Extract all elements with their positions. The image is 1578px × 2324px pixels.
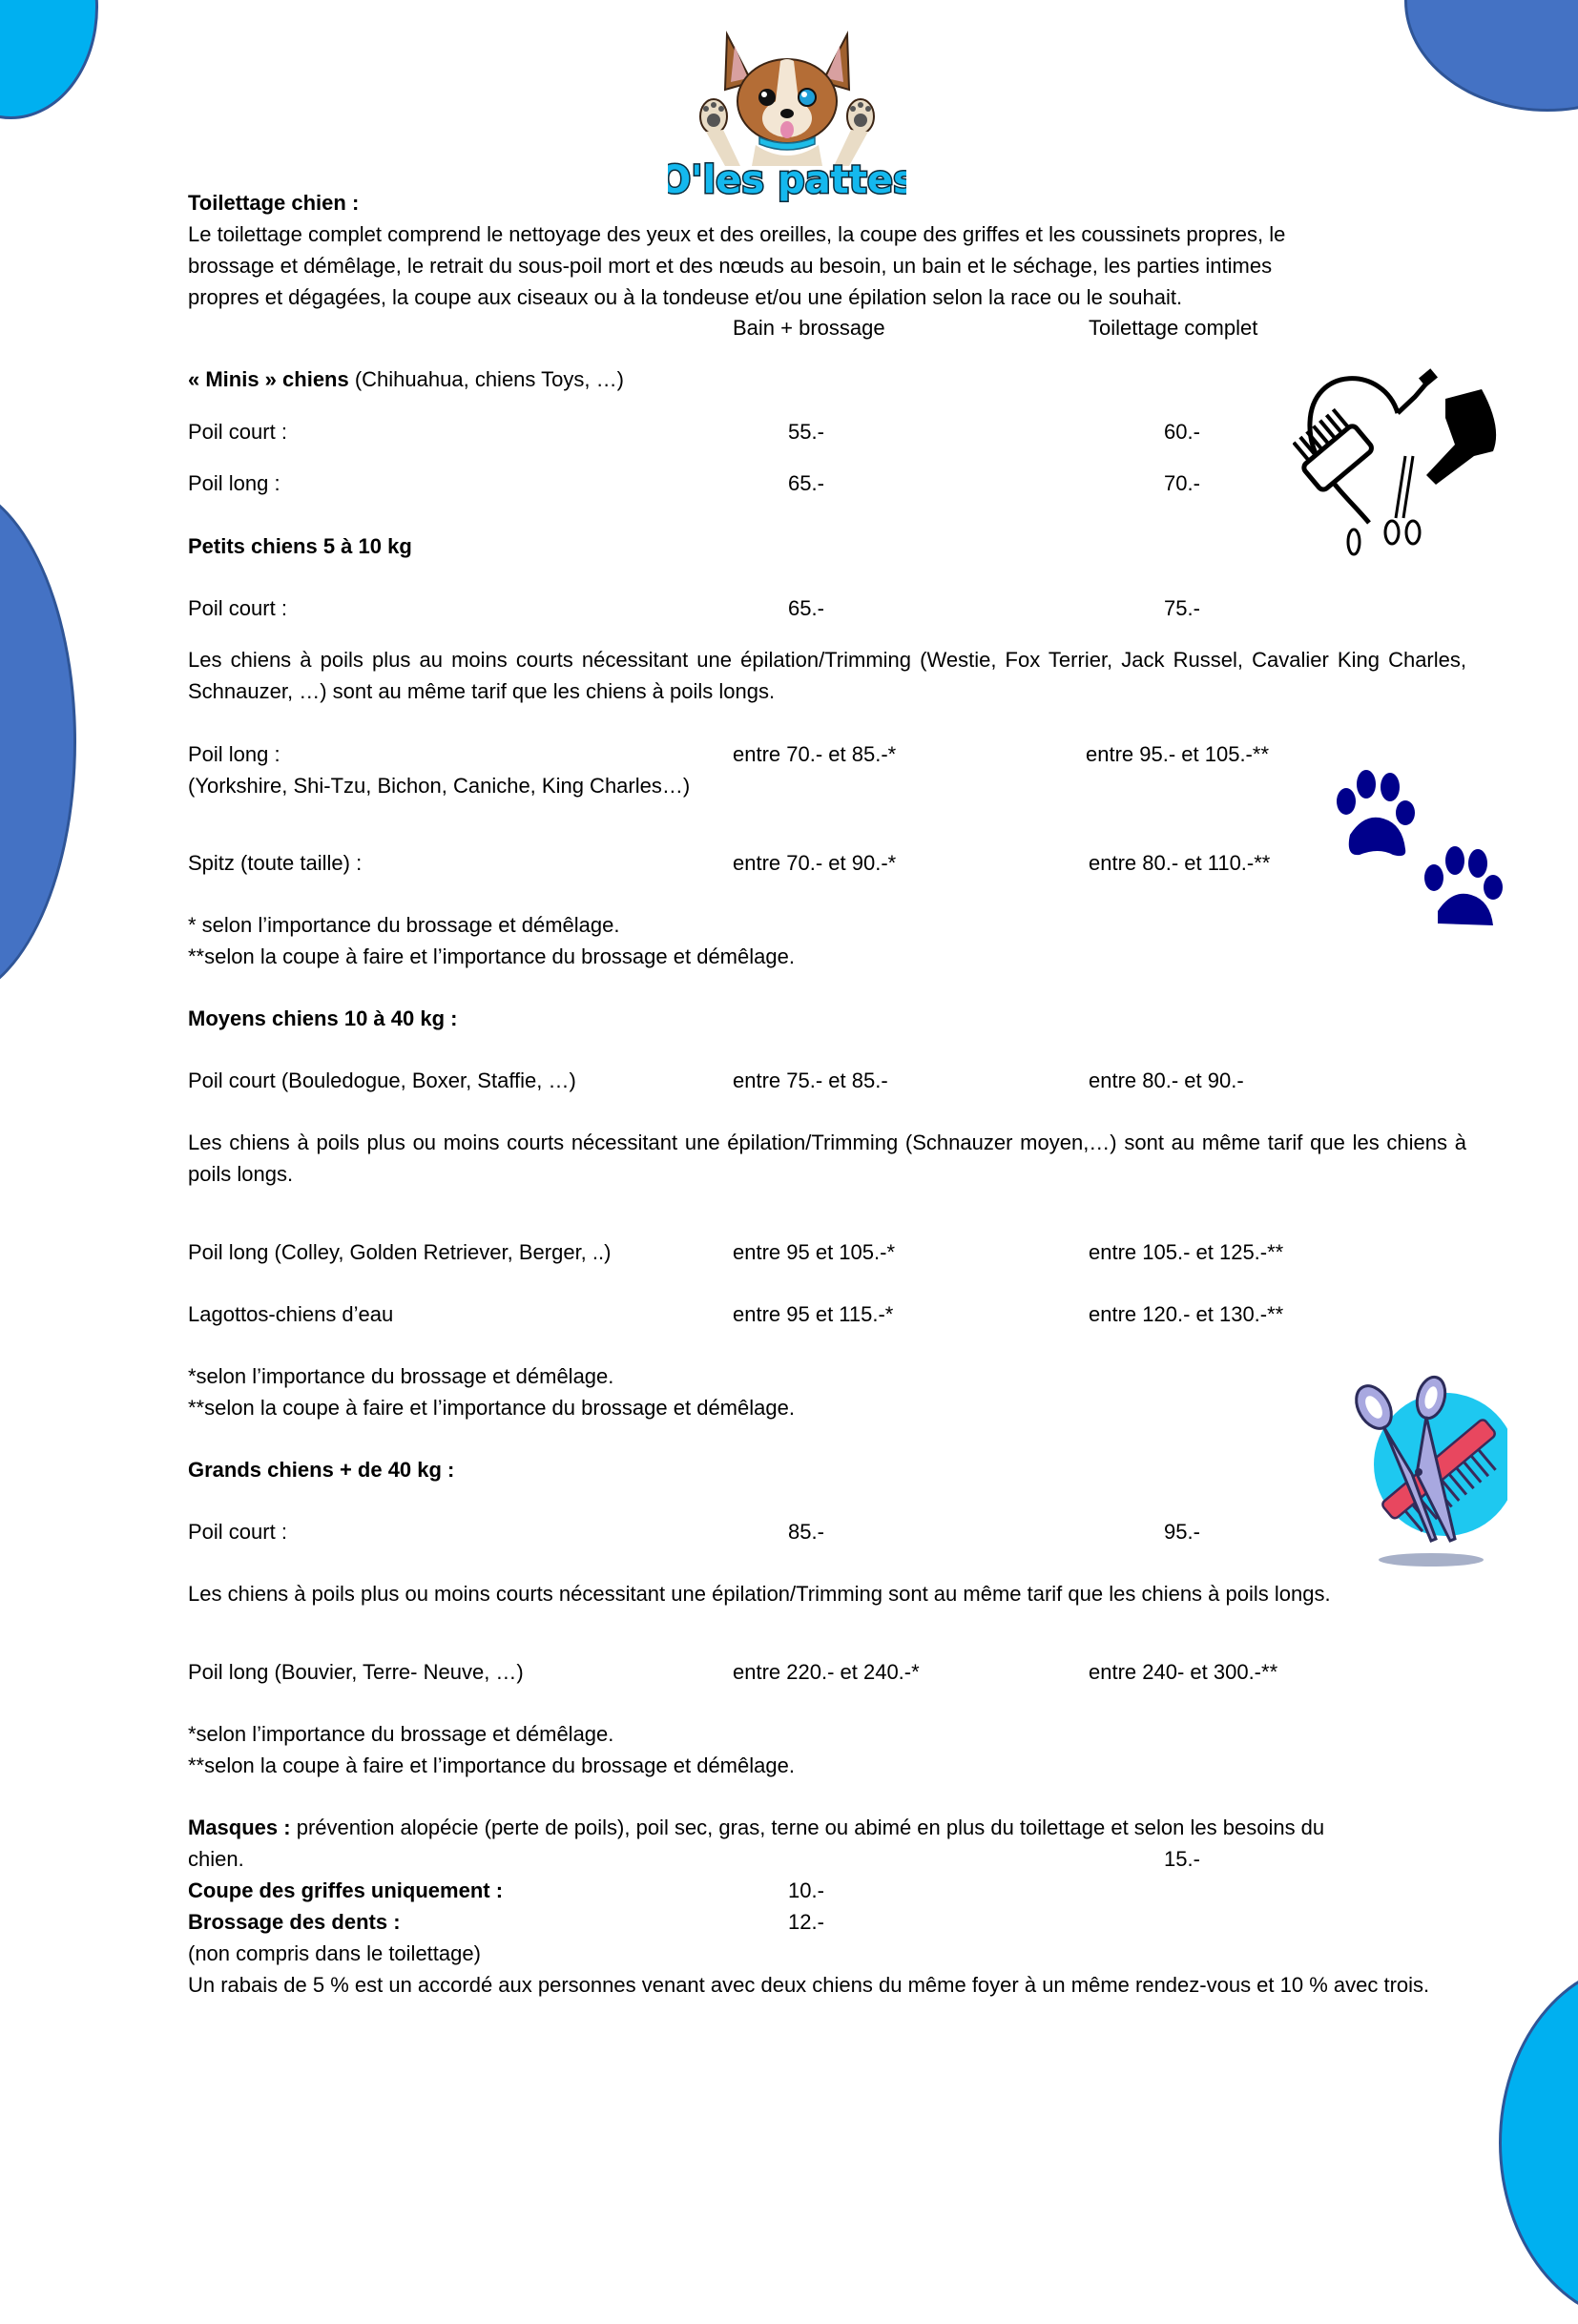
scissors-comb-icon [1340, 1369, 1507, 1569]
masques-text: prévention alopécie (perte de poils), poil sec, gras, terne ou abimé en plus du toilettage et selon les besoins du [290, 1816, 1325, 1839]
price-row-label: Poil long : [188, 471, 280, 495]
section-title-petits: Petits chiens 5 à 10 kg [188, 534, 412, 558]
non-compris-note: (non compris dans le toilettage) [188, 1941, 481, 1965]
griffes-label: Coupe des griffes uniquement : [188, 1878, 504, 1902]
price-row-label: Poil court (Bouledogue, Boxer, Staffie, …) [188, 1069, 576, 1092]
masques-text-cont: chien. [188, 1847, 244, 1871]
intro-line: Le toilettage complet comprend le nettoyage des yeux et des oreilles, la coupe des griffes et les coussinets propres, le [188, 222, 1286, 246]
price-row-label: Lagottos-chiens d’eau [188, 1302, 394, 1326]
price-bath: 55.- [788, 420, 824, 444]
intro-title: Toilettage chien : [188, 191, 360, 215]
section-title-minis-detail: (Chihuahua, chiens Toys, …) [348, 367, 624, 391]
price-bath: 65.- [788, 596, 824, 620]
rabais-note: Un rabais de 5 % est un accordé aux personnes venant avec deux chiens du même foyer à un même rendez-vous et 10 % avec trois. [188, 1973, 1430, 1997]
price-row-label: Poil court : [188, 420, 287, 444]
intro-line: propres et dégagées, la coupe aux ciseaux ou à la tondeuse et/ou une épilation selon la race ou le souhait. [188, 285, 1183, 309]
footnote: * selon l’importance du brossage et démêlage. [188, 913, 620, 937]
griffes-price: 10.- [788, 1878, 824, 1902]
price-bath: entre 95 et 115.-* [733, 1302, 894, 1326]
price-full: entre 240- et 300.-** [1089, 1660, 1278, 1684]
price-bath: entre 70.- et 85.-* [733, 742, 897, 766]
price-full: 70.- [1164, 471, 1200, 495]
price-full: entre 95.- et 105.-** [1086, 742, 1270, 766]
decorative-circle-mid-left [0, 482, 76, 1002]
note-moyens: Les chiens à poils plus ou moins courts nécessitant une épilation/Trimming (Schnauzer moyen,…) sont au même tarif que les chiens à poils longs. [188, 1131, 1466, 1186]
price-full: 75.- [1164, 596, 1200, 620]
price-row-sublabel: (Yorkshire, Shi-Tzu, Bichon, Caniche, King Charles…) [188, 774, 691, 798]
price-row-label: Poil long (Bouvier, Terre- Neuve, …) [188, 1660, 524, 1684]
note-petits: Les chiens à poils plus au moins courts nécessitant une épilation/Trimming (Westie, Fox Terrier, Jack Russel, Cavalier King Charles, Schnauzer, …) sont au même tarif que les chiens à poils longs. [188, 648, 1466, 703]
masques-line [188, 1812, 1324, 1843]
masques-label: Masques : [188, 1816, 291, 1839]
column-header-bath: Bain + brossage [733, 316, 885, 340]
price-full: entre 80.- et 110.-** [1089, 851, 1271, 875]
price-bath: entre 70.- et 90.-* [733, 851, 897, 875]
dents-label: Brossage des dents : [188, 1910, 401, 1934]
price-full: 60.- [1164, 420, 1200, 444]
footnote: **selon la coupe à faire et l’importance du brossage et démêlage. [188, 944, 795, 968]
svg-text:O'les pattes: O'les pattes [668, 158, 906, 202]
price-row-label: Poil court : [188, 1520, 287, 1544]
heart-dryer-comb-scissors-icon [1293, 361, 1503, 561]
price-full: entre 120.- et 130.-** [1089, 1302, 1284, 1326]
intro-line: brossage et démêlage, le retrait du sous-poil mort et des nœuds au besoin, un bain et le séchage, les parties intimes [188, 254, 1273, 278]
section-title-grands: Grands chiens + de 40 kg : [188, 1458, 455, 1482]
price-bath: entre 220.- et 240.-* [733, 1660, 920, 1684]
section-title-minis [188, 363, 624, 395]
paw-print-icon [1331, 763, 1503, 925]
price-row-label: Poil long : [188, 742, 280, 766]
footnote: *selon l’importance du brossage et démêlage. [188, 1722, 614, 1746]
decorative-circle-bottom-right [1499, 1961, 1578, 2324]
price-row-label: Spitz (toute taille) : [188, 851, 363, 875]
price-bath: 85.- [788, 1520, 824, 1544]
price-full: entre 105.- et 125.-** [1089, 1240, 1284, 1264]
decorative-circle-top-right [1404, 0, 1578, 112]
price-full: 95.- [1164, 1520, 1200, 1544]
price-bath: entre 95 et 105.-* [733, 1240, 896, 1264]
price-bath: 65.- [788, 471, 824, 495]
price-row-label: Poil court : [188, 596, 287, 620]
note-grands: Les chiens à poils plus ou moins courts nécessitant une épilation/Trimming sont au même tarif que les chiens à poils longs. [188, 1582, 1331, 1606]
scissors-comb-illustration [1340, 1369, 1507, 1569]
footnote: **selon la coupe à faire et l’importance du brossage et démêlage. [188, 1753, 795, 1777]
section-title-moyens: Moyens chiens 10 à 40 kg : [188, 1006, 458, 1030]
price-full: entre 80.- et 90.- [1089, 1069, 1244, 1092]
paw-prints-illustration [1331, 763, 1503, 925]
logo [668, 23, 906, 202]
price-row-label: Poil long (Colley, Golden Retriever, Berger, ..) [188, 1240, 612, 1264]
decorative-circle-top-left [0, 0, 98, 119]
masques-price: 15.- [1164, 1847, 1200, 1871]
price-bath: entre 75.- et 85.- [733, 1069, 888, 1092]
footnote: **selon la coupe à faire et l’importance du brossage et démêlage. [188, 1396, 795, 1420]
dents-price: 12.- [788, 1910, 824, 1934]
grooming-heart-illustration [1293, 361, 1503, 561]
footnote: *selon l’importance du brossage et démêlage. [188, 1364, 614, 1388]
chihuahua-logo-icon [668, 23, 906, 202]
section-title-minis-bold: « Minis » chiens [188, 367, 349, 391]
column-header-full: Toilettage complet [1089, 316, 1258, 340]
